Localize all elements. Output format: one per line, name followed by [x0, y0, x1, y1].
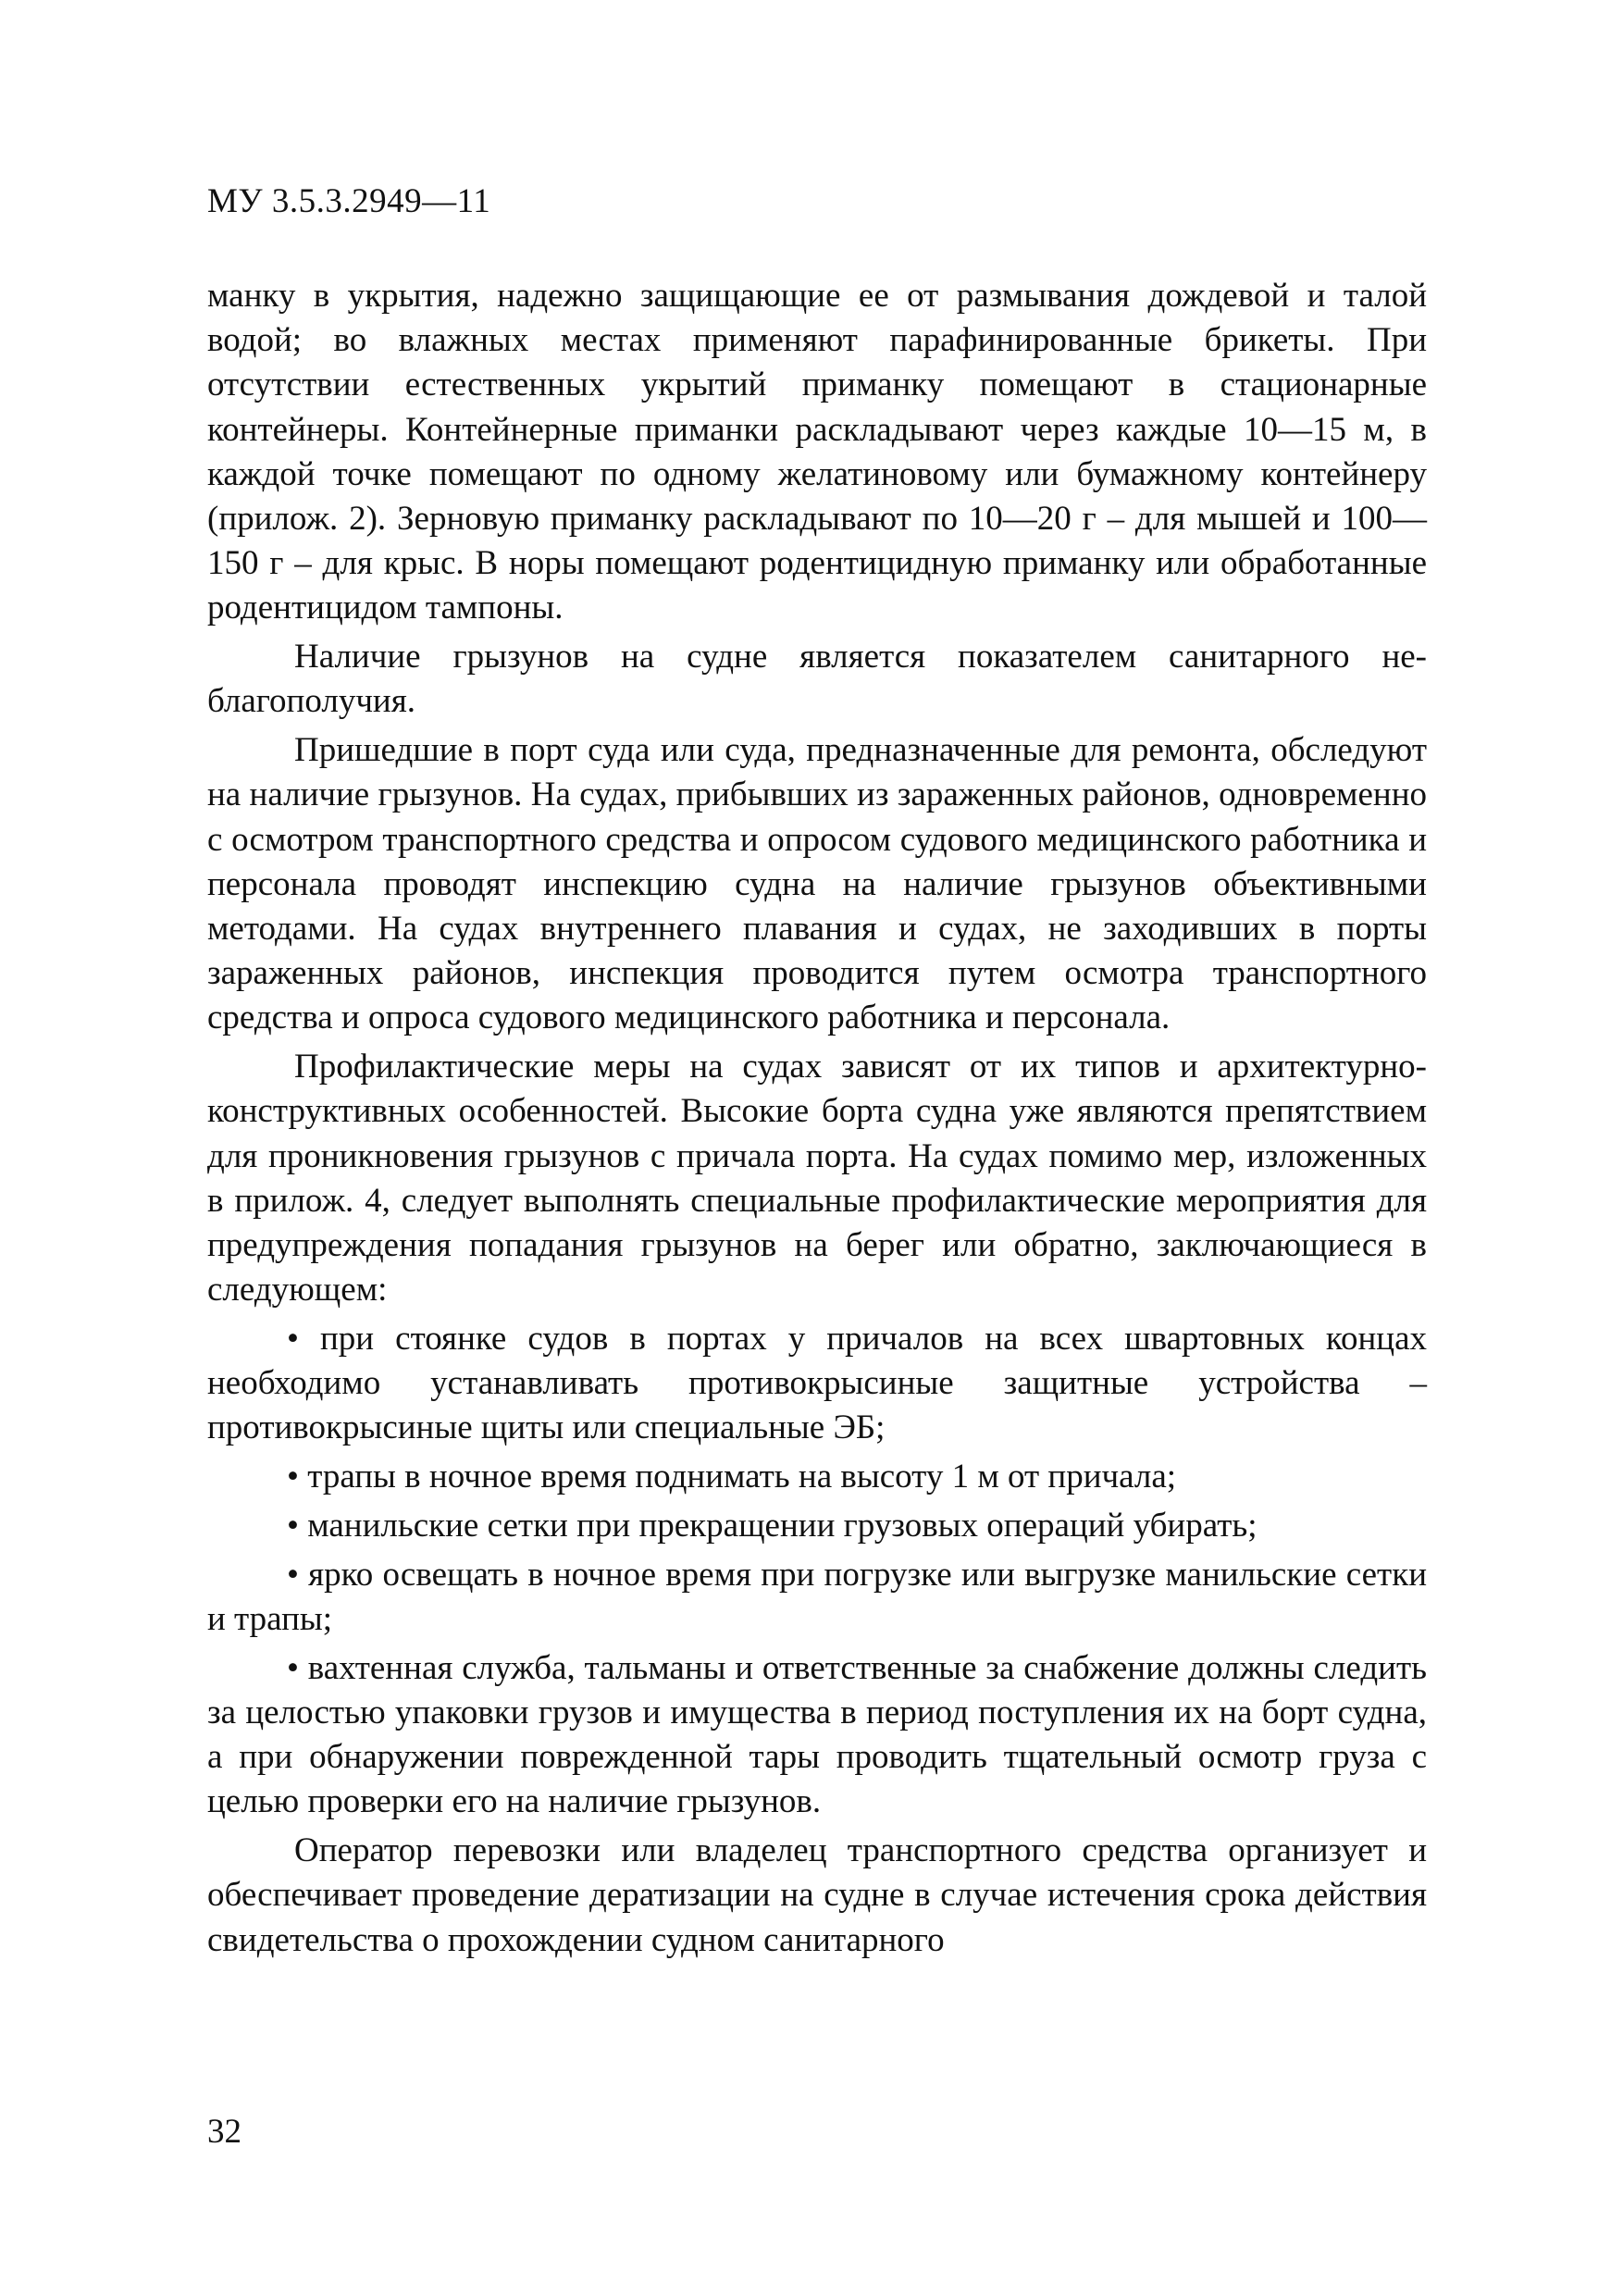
paragraph-1: манку в укрытия, надежно защищающие ее от размывания дождевой и талой водой; во влажных местах применяют парафинированные брикеты. При отсутствии естественных укрытий приманку помещают в стационарные контейнеры. Контейнерные приманки раскладывают через каждые 10—15 м, в каждой точке помещают по одному желатиновому или бумажному контейнеру (прилож. 2). Зерновую приманку раскладывают по 10—20 г – для мышей и 100—150 г – для крыс. В норы помещают родентицидную приманку или обработанные родентицидом тампоны. — [207, 277, 1427, 627]
page-header-doc-code: МУ 3.5.3.2949—11 — [207, 182, 491, 220]
paragraph-4: Профилактические меры на судах зависят от их типов и архитектурно-конструктивных особенностей. Высокие борта судна уже являются препятствием для проникновения грызунов с причала порта. На судах помимо мер, изложенных в прилож. 4, следует выполнять специальные профилактические мероприятия для предупреждения попадания грызунов на берег или обратно, заключающиеся в следующем: — [207, 1048, 1427, 1309]
bullet-item-1: • при стоянке судов в портах у причалов на всех швартовных концах необходимо устанавливать противокрысиные защитные устройства – противокрысиные щиты или специальные ЭБ; — [207, 1320, 1427, 1447]
bullet-item-5: • вахтенная служба, тальманы и ответственные за снабжение должны следить за целостью упаковки грузов и имущества в период поступления их на борт судна, а при обнаружении поврежденной тары проводить тщательный осмотр груза с целью проверки его на наличие грызунов. — [207, 1648, 1427, 1821]
paragraph-5: Оператор перевозки или владелец транспортного средства организует и обеспечивает проведение дератизации на судне в случае истечения срока действия свидетельства о прохождении судном санитарного — [207, 1831, 1427, 1959]
bullet-item-4: • ярко освещать в ночное время при погрузке или выгрузке манильские сетки и трапы; — [207, 1555, 1427, 1639]
bullet-item-2: • трапы в ночное время поднимать на высоту 1 м от причала; — [287, 1458, 1177, 1496]
paragraph-2: Наличие грызунов на судне является показателем санитарного неблагополучия. — [207, 638, 1427, 721]
bullet-item-3: • манильские сетки при прекращении грузовых операций убирать; — [287, 1507, 1258, 1545]
paragraph-3: Пришедшие в порт суда или суда, предназначенные для ремонта, обследуют на наличие грызунов. На судах, прибывших из зараженных районов, одновременно с осмотром транспортного средства и опросом судового медицинского работника и персонала проводят инспекцию судна на наличие грызунов объективными методами. На судах внутреннего плавания и судах, не заходивших в порты зараженных районов, инспекция проводится путем осмотра транспортного средства и опроса судового медицинского работника и персонала. — [207, 731, 1427, 1037]
document-body — [207, 274, 1427, 1967]
page-number: 32 — [207, 2113, 242, 2151]
